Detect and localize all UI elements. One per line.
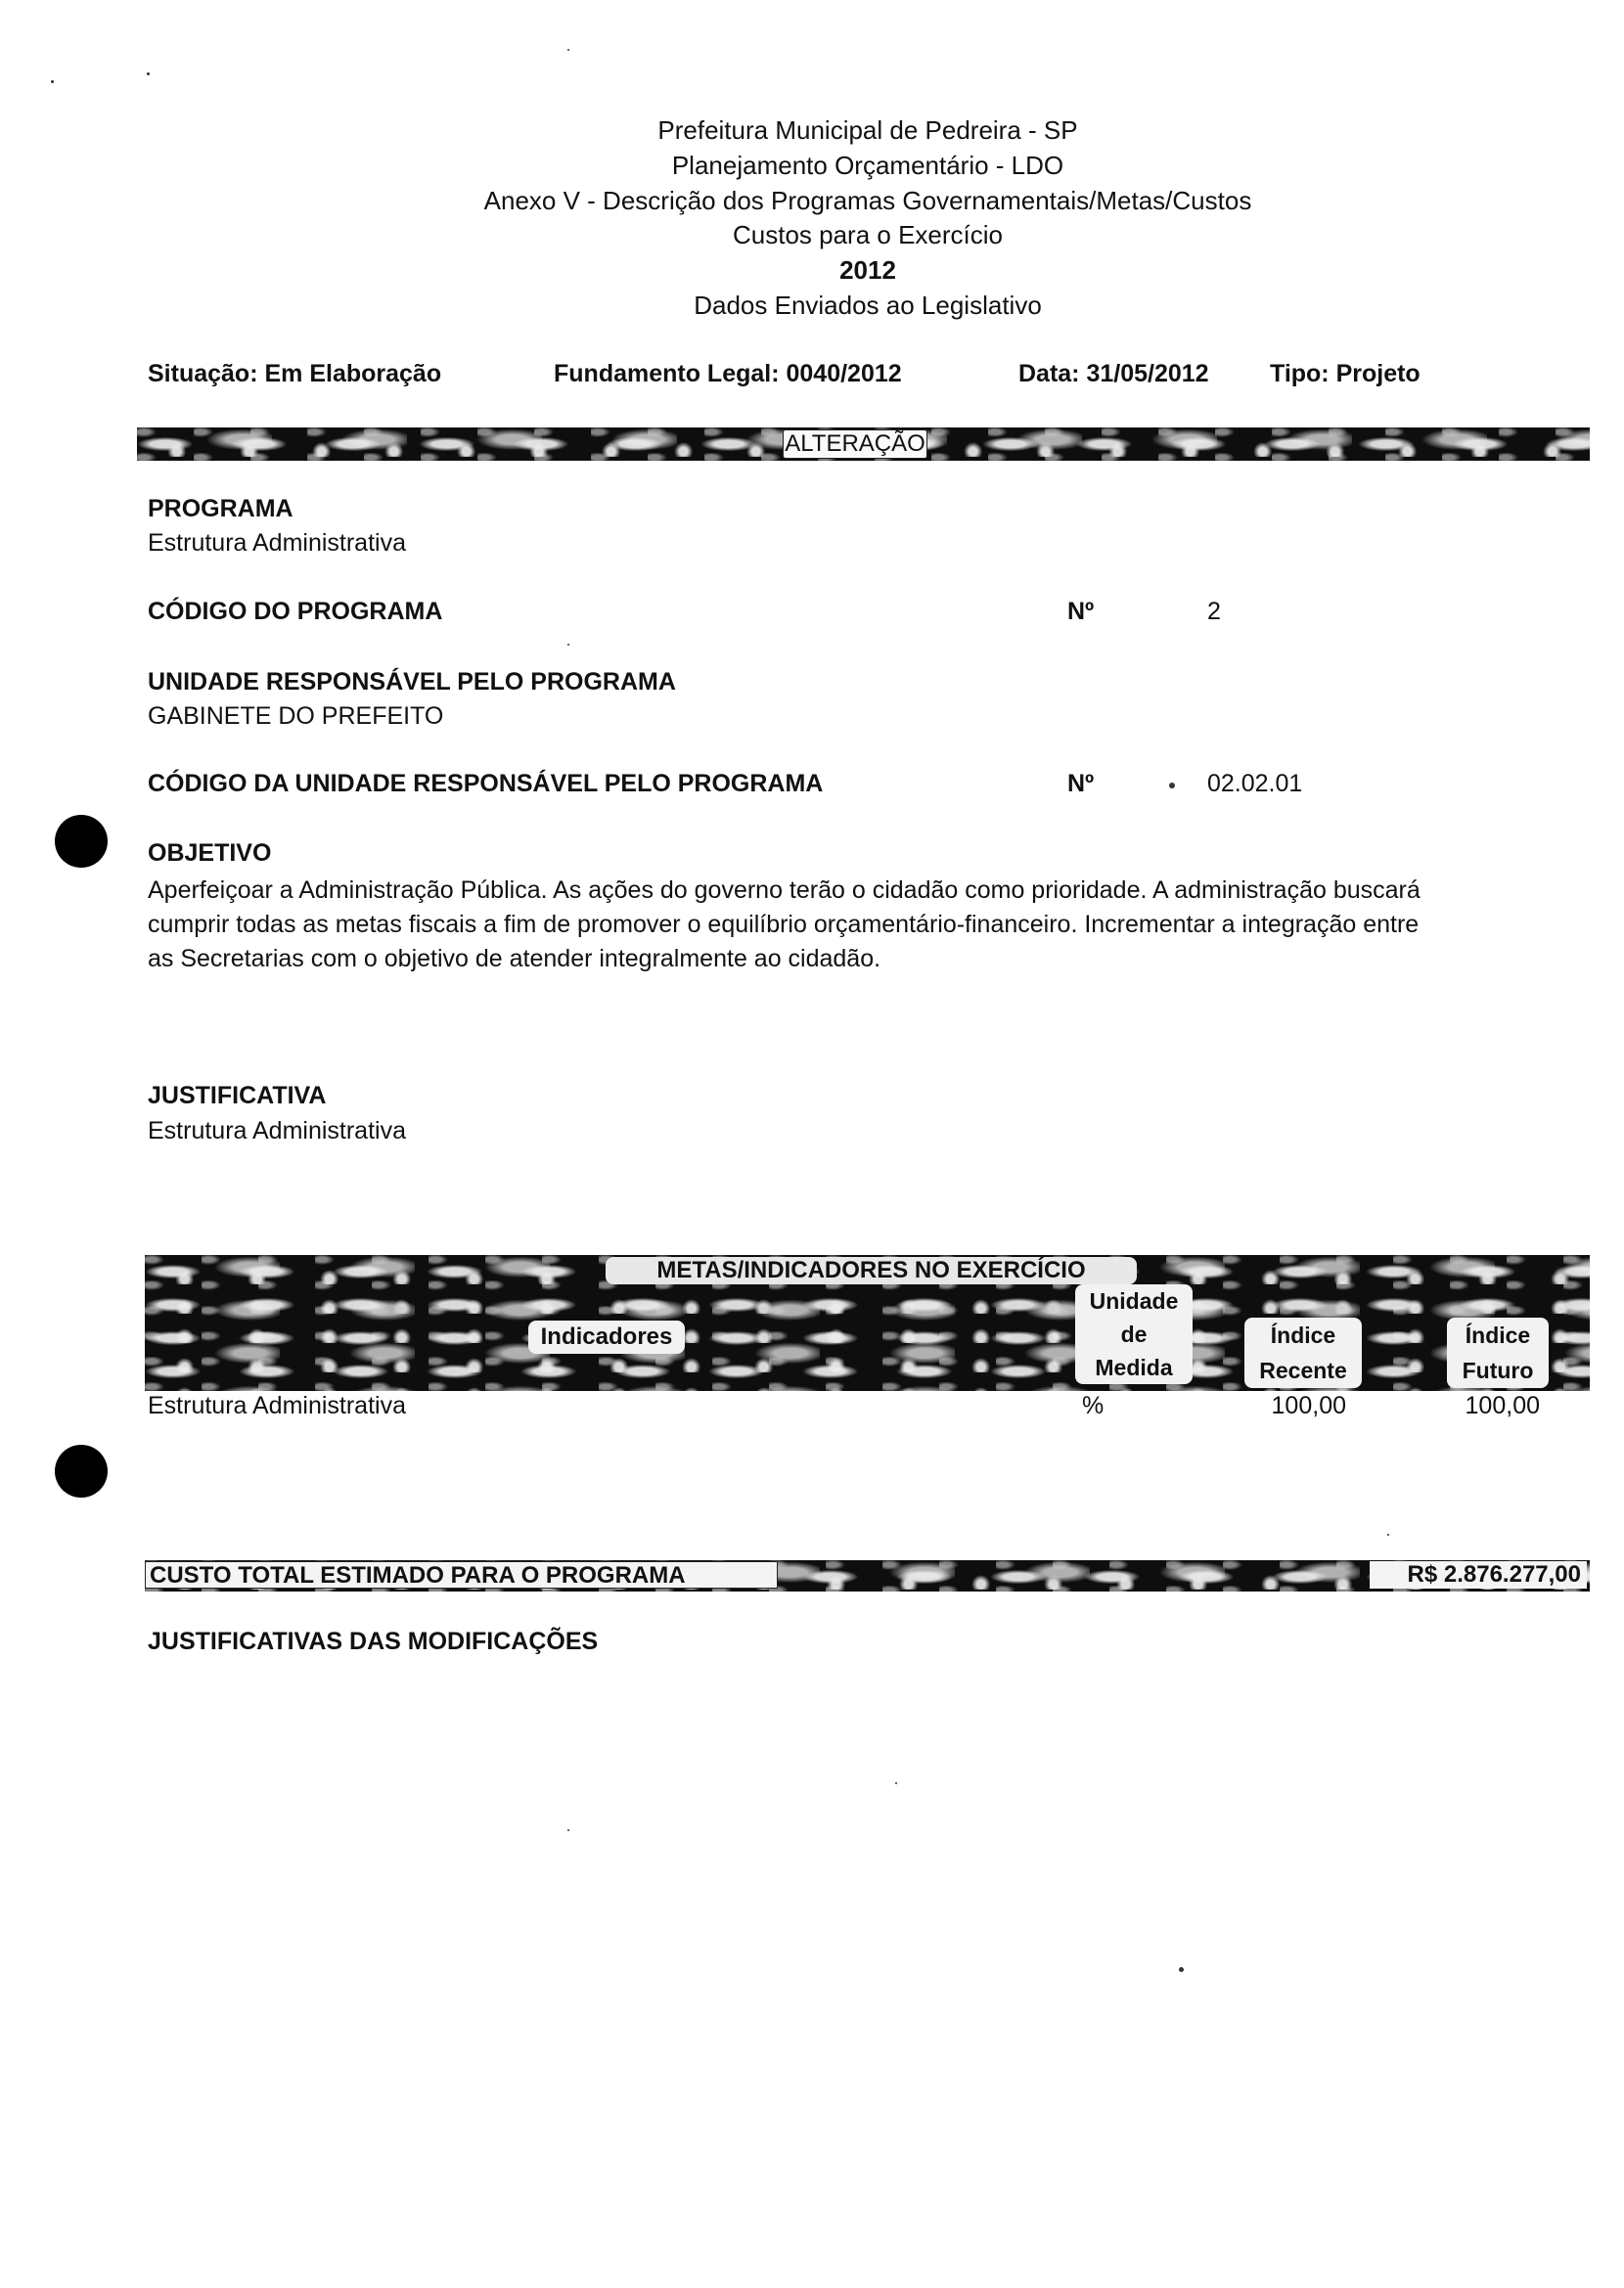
- punch-hole-mark: [55, 815, 108, 868]
- column-unidade-medida: [1075, 1284, 1193, 1384]
- status-situacao: Situação: Em Elaboração: [148, 360, 442, 387]
- column-futuro-line: Índice: [1465, 1323, 1531, 1348]
- programa-label: PROGRAMA: [148, 495, 293, 522]
- codigo-programa-label: CÓDIGO DO PROGRAMA: [148, 598, 443, 625]
- scan-speck: [1179, 1967, 1184, 1972]
- alteracao-bar: [137, 427, 1590, 461]
- header-municipality: Prefeitura Municipal de Pedreira - SP: [657, 115, 1078, 145]
- status-fundamento: Fundamento Legal: 0040/2012: [554, 360, 902, 387]
- header-planning: Planejamento Orçamentário - LDO: [671, 150, 1064, 180]
- header-sent: Dados Enviados ao Legislativo: [694, 290, 1042, 320]
- objetivo-line: cumprir todas as metas fiscais a fim de promover o equilíbrio orçamentário-financeiro. Incrementar a integração entre: [148, 911, 1420, 938]
- alteracao-label: ALTERAÇÃO: [783, 429, 927, 459]
- scan-speck: [51, 80, 54, 83]
- objetivo-text: [148, 874, 1421, 976]
- scan-speck: [1169, 783, 1175, 788]
- header-annex: Anexo V - Descrição dos Programas Governamentais/Metas/Custos: [483, 185, 1252, 215]
- unidade-label: UNIDADE RESPONSÁVEL PELO PROGRAMA: [148, 668, 676, 695]
- metas-row-indicador: Estrutura Administrativa: [148, 1392, 406, 1419]
- codigo-programa-num-label: Nº: [1067, 598, 1095, 625]
- metas-row-futuro: 100,00: [1465, 1392, 1540, 1419]
- codigo-unidade-num-label: Nº: [1067, 770, 1095, 797]
- metas-table-header: [145, 1255, 1590, 1391]
- scan-speck: [567, 644, 569, 646]
- objetivo-line: Aperfeiçoar a Administração Pública. As ações do governo terão o cidadão como prioridade. A administração buscará: [148, 876, 1421, 904]
- column-recente-line: Recente: [1259, 1358, 1347, 1383]
- codigo-unidade-label: CÓDIGO DA UNIDADE RESPONSÁVEL PELO PROGRAMA: [148, 770, 824, 797]
- status-tipo: Tipo: Projeto: [1270, 360, 1421, 387]
- metas-row-recente: 100,00: [1271, 1392, 1346, 1419]
- column-recente-line: Índice: [1270, 1323, 1336, 1348]
- scan-speck: [147, 72, 150, 75]
- justificativa-label: JUSTIFICATIVA: [148, 1082, 327, 1109]
- objetivo-line: as Secretarias com o objetivo de atender integralmente ao cidadão.: [148, 945, 881, 972]
- codigo-programa-value: 2: [1207, 598, 1221, 625]
- column-futuro-line: Futuro: [1462, 1358, 1534, 1383]
- column-indice-futuro: [1447, 1318, 1549, 1388]
- column-unidade-line: de: [1120, 1322, 1148, 1347]
- column-indicadores: Indicadores: [528, 1321, 685, 1354]
- scan-speck: [567, 1829, 569, 1831]
- unidade-value: GABINETE DO PREFEITO: [148, 702, 444, 730]
- column-unidade-line: Unidade: [1089, 1288, 1179, 1314]
- objetivo-label: OBJETIVO: [148, 839, 272, 867]
- scan-speck: [895, 1782, 897, 1784]
- metas-row-unidade: %: [1082, 1392, 1105, 1419]
- justificativa-value: Estrutura Administrativa: [148, 1117, 406, 1144]
- scan-speck: [1387, 1534, 1389, 1536]
- column-unidade-line: Medida: [1095, 1355, 1173, 1380]
- header-year: 2012: [839, 255, 896, 286]
- programa-value: Estrutura Administrativa: [148, 529, 406, 557]
- justificativas-modificacoes-label: JUSTIFICATIVAS DAS MODIFICAÇÕES: [148, 1628, 599, 1655]
- punch-hole-mark: [55, 1445, 108, 1498]
- custo-total-bar: [145, 1560, 1590, 1592]
- metas-title: METAS/INDICADORES NO EXERCÍCIO: [606, 1257, 1137, 1284]
- custo-total-label: CUSTO TOTAL ESTIMADO PARA O PROGRAMA: [145, 1561, 778, 1589]
- document-header: [117, 113, 1618, 324]
- status-data: Data: 31/05/2012: [1018, 360, 1209, 387]
- custo-total-value: R$ 2.876.277,00: [1370, 1561, 1587, 1589]
- column-indice-recente: [1244, 1318, 1362, 1388]
- scan-speck: [567, 49, 569, 51]
- codigo-unidade-value: 02.02.01: [1207, 770, 1303, 797]
- header-costs: Custos para o Exercício: [732, 220, 1003, 250]
